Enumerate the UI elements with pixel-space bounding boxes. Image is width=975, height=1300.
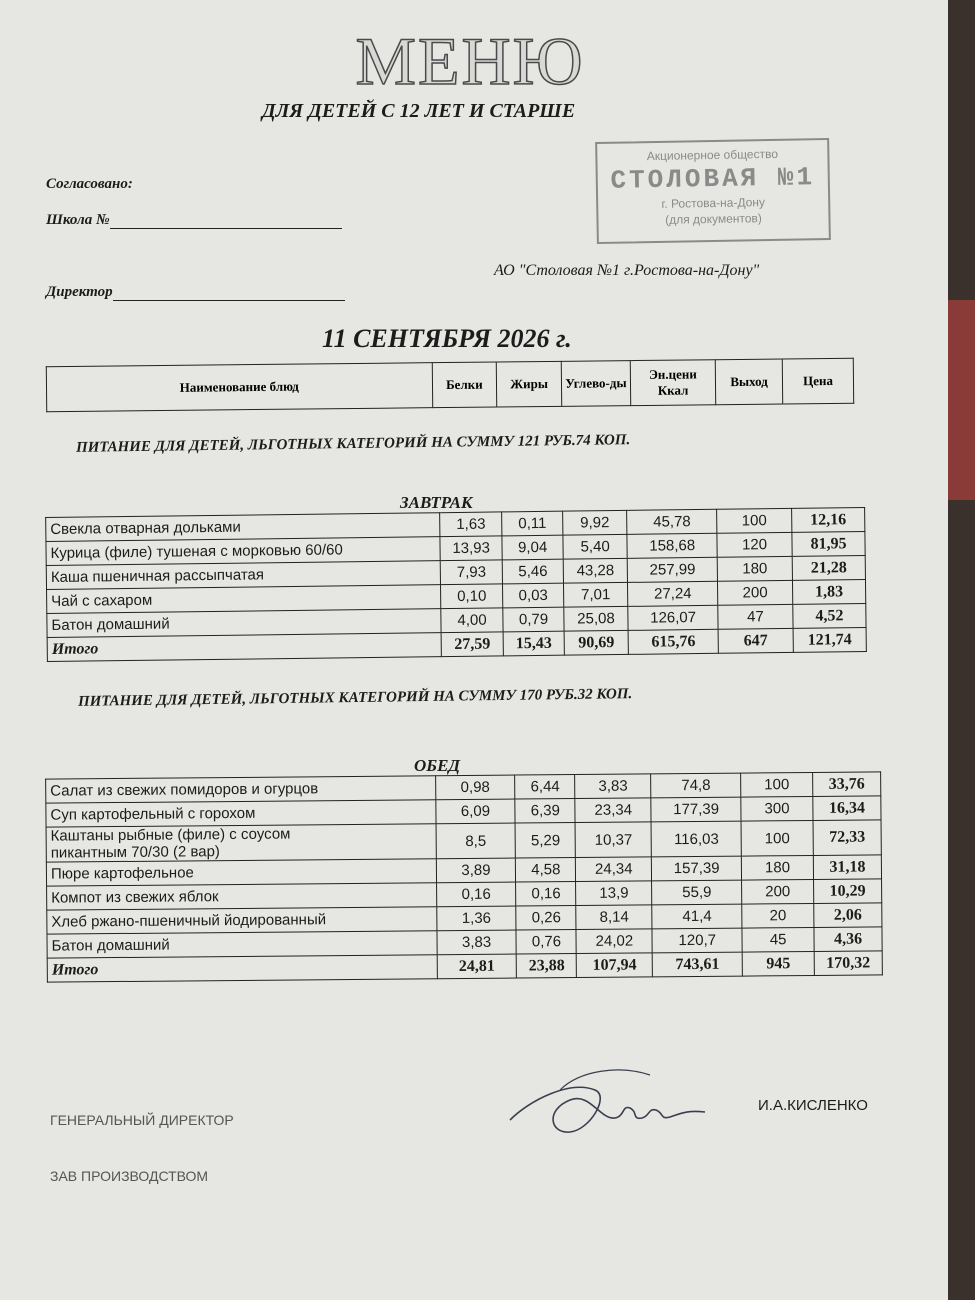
- dish-name-line-1: Каштаны рыбные (филе) с соусом: [50, 825, 291, 845]
- protein-value: 4,00: [441, 608, 504, 633]
- col-header-yield: Выход: [715, 359, 782, 405]
- yield-value: 100: [717, 508, 792, 533]
- fat-value: 5,46: [503, 559, 564, 584]
- meal-title-breakfast: ЗАВТРАК: [400, 493, 473, 512]
- protein-value: 8,5: [436, 823, 516, 859]
- menu-title: МЕНЮ: [355, 23, 585, 99]
- col-header-fat: Жиры: [497, 361, 562, 407]
- breakfast-table: [45, 507, 867, 662]
- protein-value: 3,89: [436, 858, 516, 883]
- kcal-value: 74,8: [651, 773, 741, 798]
- kcal-value: 120,7: [652, 928, 742, 953]
- total-label: Итого: [47, 955, 437, 982]
- total-fat: 23,88: [517, 954, 577, 979]
- yield-value: 200: [742, 879, 814, 904]
- yield-value: 180: [741, 855, 813, 880]
- protein-value: 6,09: [435, 799, 515, 824]
- carbs-value: 10,37: [575, 822, 651, 858]
- total-price: 170,32: [814, 951, 882, 976]
- director-line: [113, 286, 345, 301]
- protein-value: 0,10: [440, 584, 503, 609]
- dish-name: Хлеб ржано-пшеничный йодированный: [47, 907, 437, 934]
- kcal-value: 257,99: [628, 557, 718, 582]
- carbs-value: 24,34: [576, 857, 652, 882]
- kcal-value: 27,24: [628, 581, 718, 606]
- total-carbs: 107,94: [577, 953, 653, 978]
- price-value: 1,83: [792, 579, 865, 604]
- carbs-value: 5,40: [563, 534, 628, 559]
- col-header-carbs: Углево-ды: [561, 361, 630, 407]
- yield-value: 180: [717, 556, 792, 581]
- school-field: [46, 212, 342, 229]
- total-price: 121,74: [793, 627, 866, 652]
- col-header-kcal: Эн.цени Ккал: [630, 360, 716, 406]
- dish-name: [46, 824, 436, 862]
- col-header-name: Наименование блюд: [46, 363, 432, 412]
- approval-label: Согласовано:: [46, 176, 133, 192]
- fat-value: 0,16: [516, 882, 576, 907]
- dish-name: Свекла отварная дольками: [46, 513, 440, 542]
- price-value: 72,33: [813, 820, 881, 856]
- carbs-value: 25,08: [564, 606, 629, 631]
- protein-value: 13,93: [440, 536, 503, 561]
- company-stamp: [595, 138, 831, 244]
- stamp-line-4: (для документов): [665, 211, 762, 227]
- price-value: 4,52: [793, 603, 866, 628]
- protein-value: 7,93: [440, 560, 503, 585]
- fat-value: 6,39: [515, 799, 575, 824]
- price-value: 10,29: [814, 879, 882, 904]
- lunch-table: [45, 771, 883, 982]
- school-label: Школа №: [46, 212, 110, 228]
- price-value: 16,34: [813, 796, 881, 821]
- price-value: 31,18: [813, 855, 881, 880]
- yield-value: 45: [742, 927, 814, 952]
- background-edge: [948, 0, 975, 1300]
- fat-value: 6,44: [515, 775, 575, 800]
- fat-value: 0,03: [503, 583, 564, 608]
- total-kcal: 615,76: [628, 629, 718, 654]
- carbs-value: 43,28: [563, 558, 628, 583]
- stamp-line-1: Акционерное общество: [646, 146, 779, 164]
- total-label: Итого: [47, 633, 441, 662]
- production-head-label: ЗАВ ПРОИЗВОДСТВОМ: [50, 1168, 209, 1184]
- section-heading-lunch: ПИТАНИЕ ДЛЯ ДЕТЕЙ, ЛЬГОТНЫХ КАТЕГОРИЙ НА СУММУ 170 РУБ.32 КОП.: [77, 686, 633, 710]
- carbs-value: 9,92: [562, 510, 627, 535]
- kcal-value: 157,39: [652, 856, 742, 881]
- yield-value: 300: [741, 796, 813, 821]
- fat-value: 9,04: [502, 535, 563, 560]
- director-field: [46, 284, 345, 301]
- dish-name: Салат из свежих помидоров и огурцов: [46, 776, 436, 803]
- stamp-line-3: г. Ростова-на-Дону: [661, 195, 766, 211]
- carbs-value: 7,01: [563, 582, 628, 607]
- total-kcal: 743,61: [652, 952, 742, 977]
- director-label: Директор: [46, 284, 113, 300]
- fat-value: 4,58: [516, 858, 576, 883]
- signatory-name: И.А.КИСЛЕНКО: [758, 1097, 868, 1114]
- total-protein: 27,59: [441, 632, 504, 657]
- meal-title-lunch: ОБЕД: [414, 756, 461, 775]
- col-header-price: Цена: [782, 358, 853, 404]
- carbs-value: 24,02: [576, 929, 652, 954]
- fat-value: 0,79: [503, 607, 564, 632]
- carbs-value: 3,83: [575, 774, 651, 799]
- kcal-value: 158,68: [627, 533, 717, 558]
- yield-value: 20: [742, 903, 814, 928]
- price-value: 12,16: [792, 508, 865, 533]
- column-header-table: [46, 358, 854, 412]
- dish-name: Каша пшеничная рассыпчатая: [46, 561, 440, 590]
- dish-name: Суп картофельный с горохом: [46, 800, 436, 827]
- fat-value: 5,29: [515, 823, 575, 859]
- school-line: [110, 214, 342, 229]
- total-yield: 945: [742, 951, 814, 976]
- dish-name-line-2: пикантным 70/30 (2 вар): [50, 843, 220, 862]
- carbs-value: 13,9: [576, 881, 652, 906]
- yield-value: 200: [717, 580, 792, 605]
- yield-value: 120: [717, 532, 792, 557]
- yield-value: 100: [741, 772, 813, 797]
- fat-value: 0,76: [516, 930, 576, 955]
- kcal-value: 55,9: [652, 880, 742, 905]
- protein-value: 1,63: [439, 512, 502, 537]
- menu-date: 11 СЕНТЯБРЯ 2026 г.: [322, 324, 572, 353]
- yield-value: 47: [718, 604, 793, 629]
- carbs-value: 8,14: [576, 905, 652, 930]
- protein-value: 1,36: [436, 906, 516, 931]
- dish-name: Батон домашний: [47, 609, 441, 638]
- dish-name: Компот из свежих яблок: [47, 883, 437, 910]
- total-carbs: 90,69: [564, 630, 629, 655]
- total-yield: 647: [718, 628, 793, 653]
- kcal-value: 41,4: [652, 904, 742, 929]
- yield-value: 100: [741, 820, 813, 856]
- carbs-value: 23,34: [575, 798, 651, 823]
- protein-value: 0,98: [435, 775, 515, 800]
- dish-name: Батон домашний: [47, 931, 437, 958]
- dish-name: Чай с сахаром: [47, 585, 441, 614]
- signature-icon: [500, 1060, 720, 1150]
- price-value: 81,95: [792, 532, 865, 557]
- kcal-value: 126,07: [628, 605, 718, 630]
- stamp-line-2: СТОЛОВАЯ №1: [610, 162, 816, 196]
- total-fat: 15,43: [503, 631, 564, 656]
- price-value: 4,36: [814, 927, 882, 952]
- total-protein: 24,81: [437, 954, 517, 979]
- price-value: 2,06: [814, 903, 882, 928]
- kcal-value: 116,03: [651, 821, 741, 857]
- fat-value: 0,11: [502, 511, 563, 536]
- menu-subtitle: ДЛЯ ДЕТЕЙ С 12 ЛЕТ И СТАРШЕ: [262, 100, 576, 122]
- price-value: 21,28: [792, 555, 865, 580]
- general-director-label: ГЕНЕРАЛЬНЫЙ ДИРЕКТОР: [50, 1112, 234, 1128]
- fat-value: 0,26: [516, 906, 576, 931]
- protein-value: 0,16: [436, 882, 516, 907]
- kcal-value: 45,78: [627, 509, 717, 534]
- organization-name: АО "Столовая №1 г.Ростова-на-Дону": [494, 262, 760, 279]
- dish-name: Курица (филе) тушеная с морковью 60/60: [46, 537, 440, 566]
- kcal-value: 177,39: [651, 797, 741, 822]
- background-object: [948, 300, 975, 500]
- col-header-protein: Белки: [432, 362, 497, 408]
- section-heading-breakfast: ПИТАНИЕ ДЛЯ ДЕТЕЙ, ЛЬГОТНЫХ КАТЕГОРИЙ НА СУММУ 121 РУБ.74 КОП.: [75, 432, 631, 456]
- price-value: 33,76: [813, 772, 881, 797]
- protein-value: 3,83: [437, 930, 517, 955]
- dish-name: Пюре картофельное: [46, 859, 436, 886]
